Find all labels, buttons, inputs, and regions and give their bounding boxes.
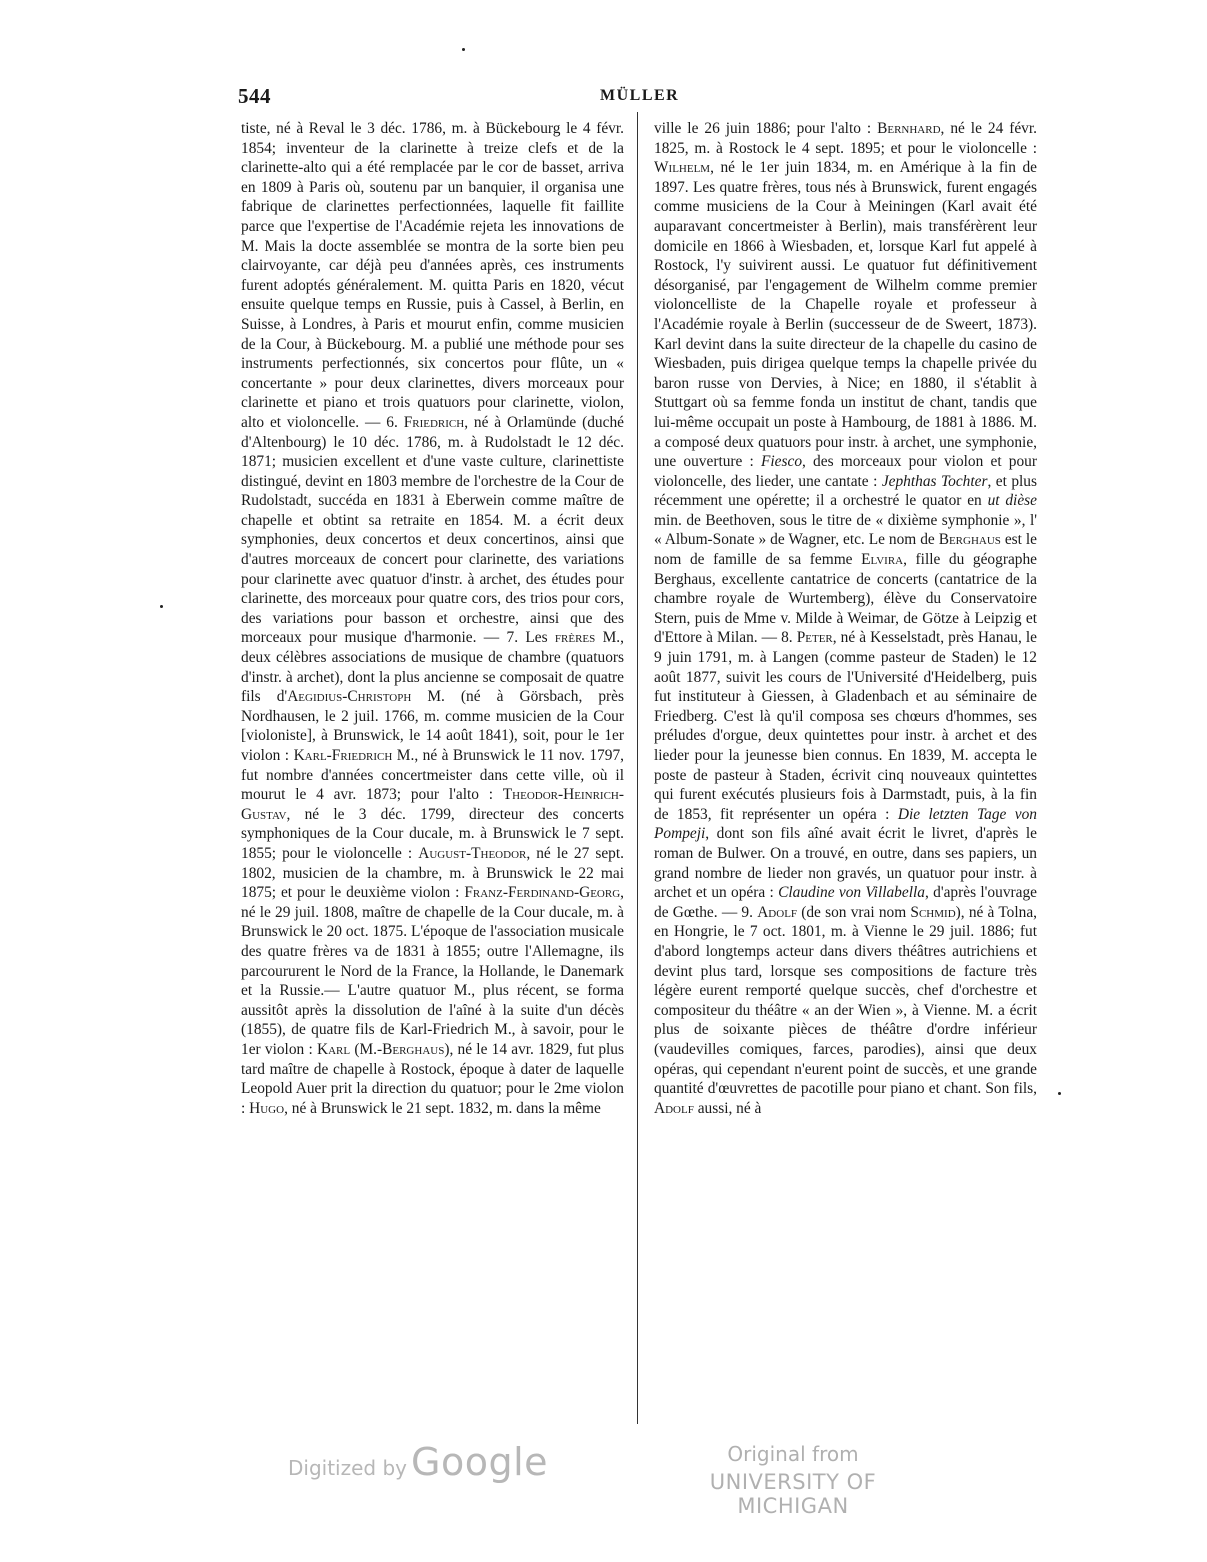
right-column-text: ville le 26 juin 1886; pour l'alto : Bernhard, né le 24 févr. 1825, m. à Rostock le 4 sept. 1895; et pour le violoncelle : Wilhelm, né le 1er juin 1834, m. en Amérique à la fin de 1897. Les quatre frères, tous nés à Brunswick, furent engagés comme musiciens de la Cour à Meiningen (Karl avait été auparavant concertmeister à Berlin), mais transférèrent leur domicile en 1866 à Wiesbaden, et, lorsque Karl fut appelé à Rostock, l'y suivirent aussi. Le quatuor fut définitivement désorganisé, par l'engagement de Wilhelm comme premier violoncelliste de la Chapelle royale et professeur à l'Académie royale à Berlin (successeur de de Sweert, 1873). Karl devint dans la suite directeur de la chapelle du casino de Wiesbaden, puis dirigea quelque temps la chapelle privée du baron russe von Dervies, à Nice; en 1880, il s'établit à Stuttgart où sa femme fonda un institut de chant, tandis que lui-même occupait un poste à Hambourg, de 1881 à 1886. M. a composé deux quatuors pour instr. à archet, une symphonie, une ouverture : Fiesco, des morceaux pour violon et pour violoncelle, des lieder, une cantate : Jephthas Tochter, et plus récemment une opérette; il a orchestré le quator en ut dièse min. de Beethoven, sous le titre de « dixième symphonie », l' « Album-Sonate » de Wagner, etc. Le nom de Berghaus est le nom de famille de sa femme Elvira, fille du géographe Berghaus, excellente cantatrice de concerts (cantatrice de la chambre royale de Wurtemberg), élève du Conservatoire Stern, puis de Mme v. Milde à Weimar, de Götze à Leipzig et d'Ettore à Milan. — 8. Peter, né à Kesselstadt, près Hanau, le 9 juin 1791, m. à Langen (comme pasteur de Staden) le 12 août 1877, suivit les cours de l'Université d'Heidelberg, puis fut instituteur à Giessen, à Gladenbach et au séminaire de Friedberg. C'est là qu'il composa ses chœurs d'hommes, ses préludes d'orgue, deux quintettes pour instr. à archet et des lieder pour la jeunesse bien connus. En 1839, M. accepta le poste de pasteur à Staden, écrivit cinq nouveaux quintettes qui furent exécutés plusieurs fois à Darmstadt, puis, à la fin de 1853, fit représenter un opéra : Die letzten Tage von Pompeji, dont son fils aîné avait écrit le livret, d'après le roman de Bulwer. On a trouvé, en outre, dans ses papiers, un grand nombre de lieder non gravés, un quatuor pour instr. à archet et un opéra : Claudine von Villabella, d'après l'ouvrage de Gœthe. — 9. Adolf (de son vrai nom Schmid), né à Tolna, en Hongrie, le 7 oct. 1801, m. à Vienne le 29 juil. 1886; fut d'abord longtemps acteur dans divers théâtres autrichiens et devint plus tard, lorsque ses compositions de facture très légère eurent remporté quelque succès, chef d'orchestre et compositeur du théâtre « an der Wien », à Vienne. M. a écrit plus de soixante pièces de théâtre d'ordre inférieur (vaudevilles comiques, farces, parodies), ainsi que deux opéras, qui cependant n'eurent point de succès, et une grande quantité d'œuvrettes de pacotille pour piano et chant. Son fils, Adolf aussi, né à [654,120,1038,1117]
print-speck [462,48,465,51]
original-from-label: Original from [727,1442,859,1466]
name-berghaus: Berghaus [382,1040,445,1058]
name-adolf: Adolf [757,903,798,921]
original-from-watermark [668,1442,918,1518]
name-karl: Karl [316,1040,351,1058]
name-berghaus: Berghaus [938,531,1001,549]
left-column-text: tiste, né à Reval le 3 déc. 1786, m. à Bückebourg le 4 févr. 1854; inventeur de la clarinette à treize clefs et de la clarinette-alto qui a été remplacée par le cor de basset, arriva en 1809 à Paris où, soutenu par un banquier, il organisa une fabrique de clarinettes perfectionnées, laquelle fit faillite parce que l'expertise de l'Académie rejeta les innovations de M. Mais la docte assemblée se montra de la sorte bien peu clairvoyante, car déjà peu d'années après, ces instruments furent adoptés généralement. M. quitta Paris en 1820, vécut ensuite quelque temps en Russie, puis à Cassel, à Berlin, en Suisse, à Londres, à Paris et mourut enfin, comme musicien de la Cour, à Bückebourg. M. a publié une méthode pour ses instruments perfectionnés, six concertos pour flûte, un « concertante » pour deux clarinettes, divers morceaux pour clarinette et piano et trois quatuors pour clarinette, violon, alto et violoncelle. — 6. Friedrich, né à Orlamünde (duché d'Altenbourg) le 10 déc. 1786, m. à Rudolstadt le 12 déc. 1871; musicien excellent et d'une vaste culture, clarinettiste distingué, devint en 1803 membre de l'orchestre de la Cour de Rudolstadt, succéda en 1831 à Eberwein comme maître de chapelle et obtint sa retraite en 1854. M. a écrit deux symphonies, deux concertos et deux concertinos, ainsi que d'autres morceaux de concert pour clarinette, des variations pour clarinette avec quatuor d'instr. à archet, des études pour clarinette, des morceaux pour quatre cors, des trios pour cors, des variations pour basson et orchestre, ainsi que des morceaux pour musique d'harmonie. — 7. Les frères M., deux célèbres associations de musique de chambre (quatuors d'instr. à archet), dont la plus ancienne se composait de quatre fils d'Aegidius-Christoph M. (né à Görsbach, près Nordhausen, le 2 juil. 1766, m. comme musicien de la Cour [violoniste], à Brunswick, le 14 août 1841), soit, pour le 1er violon : Karl-Friedrich M., né à Brunswick le 11 nov. 1797, fut nombre d'années concertmeister dans cette ville, où il mourut le 4 avr. 1873; pour l'alto : Theodor-Heinrich-Gustav, né le 3 déc. 1799, directeur des concerts symphoniques de la Cour ducale, m. à Brunswick le 7 sept. 1855; pour le violoncelle : August-Theodor, né le 27 sept. 1802, musicien de la chambre, m. à Brunswick le 22 mai 1875; et pour le deuxième violon : Franz-Ferdinand-Georg, né le 29 juil. 1808, maître de chapelle de la Cour ducale, m. à Brunswick le 20 oct. 1875. L'époque de l'association musicale des quatre frères va de 1831 à 1855; outre l'Allemagne, ils parcoururent le Nord de la France, la Hollande, le Danemark et la Russie.— L'autre quatuor M., plus récent, se forma aussitôt après la dissolution de l'aîné à la suite d'un décès (1855), de quatre fils de Karl-Friedrich M., à savoir, pour le 1er violon : Karl (M.-Berghaus), né le 14 avr. 1829, fut plus tard maître de chapelle à Rostock, époque à dater de laquelle Leopold Auer prit la direction du quatuor; pour le 2me violon : Hugo, né à Brunswick le 21 sept. 1832, m. dans la même [241,120,624,1117]
name-karl-friedrich: Karl-Friedrich [293,747,393,764]
print-speck [160,605,163,608]
title-jephthas-tochter: Jephthas Tochter [881,472,988,490]
google-logo-text: Google [411,1440,549,1484]
name-hugo: Hugo [249,1099,285,1117]
running-head: MÜLLER [600,87,680,104]
name-august-theodor: August-Theodor [418,844,527,862]
name-peter: Peter [796,629,833,647]
name-aegidius-christoph: Aegidius-Christoph [287,688,412,706]
page-number: 544 [238,84,271,108]
column-divider [637,112,638,1424]
digitized-by-label: Digitized by [288,1456,407,1480]
print-speck [1058,1092,1061,1095]
name-wilhelm: Wilhelm [654,159,711,177]
title-fiesco: Fiesco [761,453,803,471]
university-label: UNIVERSITY OF MICHIGAN [709,1470,877,1518]
left-column [241,119,624,1118]
term-freres: frères [554,629,596,647]
name-bernhard: Bernhard [877,120,941,137]
title-die-letzten-tage: Die letzten Tage von Pompeji [654,805,1038,843]
name-friedrich: Friedrich [403,413,465,431]
name-theodor-heinrich-gustav: Theodor-Heinrich-Gustav [241,786,624,823]
digitized-by-watermark [288,1440,548,1484]
title-claudine-von-villabella: Claudine von Villabella [778,884,925,902]
name-schmid: Schmid [910,903,956,921]
right-column [654,119,1037,1118]
name-franz-ferdinand-georg: Franz-Ferdinand-Georg [464,884,621,902]
key-ut-diese: ut dièse [987,492,1037,510]
name-adolf-son: Adolf [654,1099,694,1117]
name-elvira: Elvira [861,551,904,569]
